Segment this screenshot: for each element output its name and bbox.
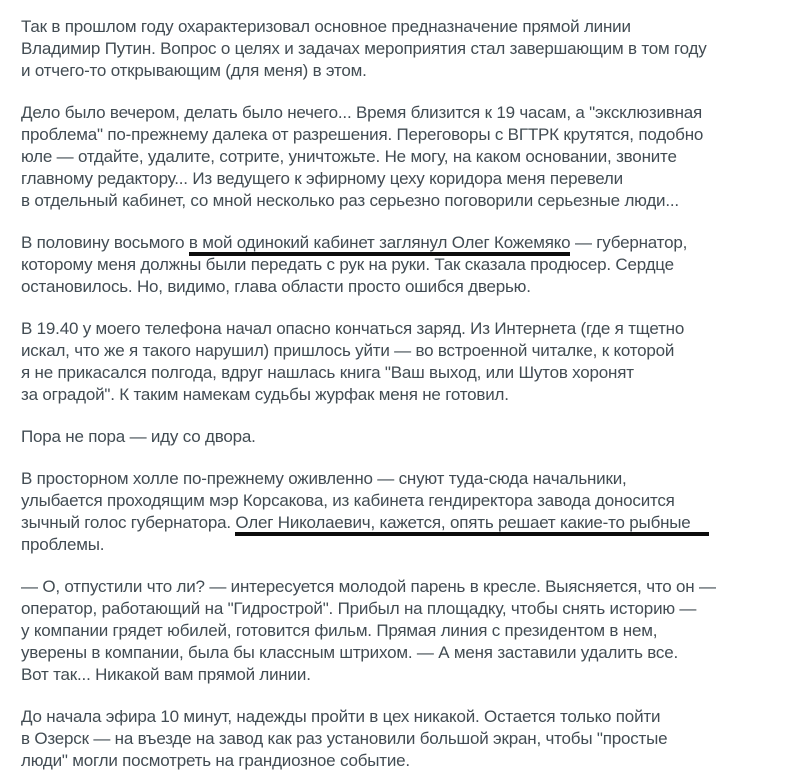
text-line xyxy=(21,318,772,340)
text-line xyxy=(21,276,772,298)
text-line xyxy=(21,468,772,490)
text-segment: в отдельный кабинет, со мной несколько раз серьезно поговорили серьезные люди... xyxy=(21,191,679,210)
text-segment: которому меня должны были передать с рук на руки. Так сказала продюсер. Сердце xyxy=(21,255,674,274)
text-segment: искал, что же я такого нарушил) пришлось уйти — во встроенной читалке, к которой xyxy=(21,341,675,360)
paragraph xyxy=(21,706,772,772)
paragraph xyxy=(21,102,772,212)
text-segment: Пора не пора — иду со двора. xyxy=(21,427,256,446)
text-segment: люди" могли посмотреть на грандиозное событие. xyxy=(21,751,410,770)
text-line xyxy=(21,124,772,146)
text-line xyxy=(21,512,772,534)
text-segment: В 19.40 у моего телефона начал опасно кончаться заряд. Из Интернета (где я тщетно xyxy=(21,319,685,338)
text-segment: Дело было вечером, делать было нечего... Время близится к 19 часам, а "эксклюзивная xyxy=(21,103,703,122)
text-segment: До начала эфира 10 минут, надежды пройти в цех никакой. Остается только пойти xyxy=(21,707,661,726)
text-segment: — О, отпустили что ли? — интересуется молодой парень в кресле. Выясняется, что он — xyxy=(21,577,716,596)
text-line xyxy=(21,576,772,598)
paragraph xyxy=(21,16,772,82)
text-line xyxy=(21,16,772,38)
text-line xyxy=(21,60,772,82)
text-line xyxy=(21,642,772,664)
text-segment: В просторном холле по-прежнему оживленно — снуют туда-сюда начальники, xyxy=(21,469,627,488)
text-line xyxy=(21,728,772,750)
text-line xyxy=(21,384,772,406)
underlined-phrase: в мой одинокий кабинет заглянул Олег Кожемяко xyxy=(189,233,571,256)
text-segment: улыбается проходящим мэр Корсакова, из кабинета гендиректора завода доносится xyxy=(21,491,675,510)
text-segment: проблема" по-прежнему далека от разрешения. Переговоры с ВГТРК крутятся, подобно xyxy=(21,125,704,144)
underlined-phrase: Олег Николаевич, кажется, опять решает какие-то рыбные xyxy=(235,513,708,536)
text-line xyxy=(21,426,772,448)
text-line xyxy=(21,620,772,642)
text-line xyxy=(21,490,772,512)
text-segment: за оградой". К таким намекам судьбы журфак меня не готовил. xyxy=(21,385,509,404)
text-line xyxy=(21,168,772,190)
text-line xyxy=(21,38,772,60)
paragraph xyxy=(21,468,772,556)
text-line xyxy=(21,706,772,728)
paragraph xyxy=(21,232,772,298)
text-segment: остановилось. Но, видимо, глава области просто ошибся дверью. xyxy=(21,277,531,296)
text-line xyxy=(21,232,772,254)
text-segment: я не прикасался полгода, вдруг нашлась книга "Ваш выход, или Шутов хоронят xyxy=(21,363,634,382)
text-line xyxy=(21,102,772,124)
text-line xyxy=(21,750,772,772)
text-segment: Вот так... Никакой вам прямой линии. xyxy=(21,665,311,684)
text-segment: юле — отдайте, удалите, сотрите, уничтожьте. Не могу, на каком основании, звоните xyxy=(21,147,677,166)
text-segment: — губернатор, xyxy=(570,233,688,252)
text-line xyxy=(21,340,772,362)
paragraph xyxy=(21,426,772,448)
text-segment: главному редактору... Из ведущего к эфирному цеху коридора меня перевели xyxy=(21,169,623,188)
text-segment: и отчего-то открывающим (для меня) в этом. xyxy=(21,61,367,80)
text-segment: Так в прошлом году охарактеризовал основное предназначение прямой линии xyxy=(21,17,631,36)
text-segment: проблемы. xyxy=(21,535,105,554)
text-line xyxy=(21,362,772,384)
text-line xyxy=(21,534,772,556)
text-segment: зычный голос губернатора. xyxy=(21,513,236,532)
text-segment: уверены в компании, была бы классным штрихом. — А меня заставили удалить все. xyxy=(21,643,678,662)
text-segment: Владимир Путин. Вопрос о целях и задачах мероприятия стал завершающим в том году xyxy=(21,39,707,58)
paragraph xyxy=(21,318,772,406)
text-line xyxy=(21,598,772,620)
text-line xyxy=(21,146,772,168)
text-segment: у компании грядет юбилей, готовится фильм. Прямая линия с президентом в нем, xyxy=(21,621,658,640)
text-segment: оператор, работающий на "Гидрострой". Прибыл на площадку, чтобы снять историю — xyxy=(21,599,697,618)
text-segment: В половину восьмого xyxy=(21,233,189,252)
text-line xyxy=(21,190,772,212)
text-line xyxy=(21,664,772,686)
text-line xyxy=(21,254,772,276)
paragraph xyxy=(21,576,772,686)
text-segment: в Озерск — на въезде на завод как раз установили большой экран, чтобы "простые xyxy=(21,729,668,748)
